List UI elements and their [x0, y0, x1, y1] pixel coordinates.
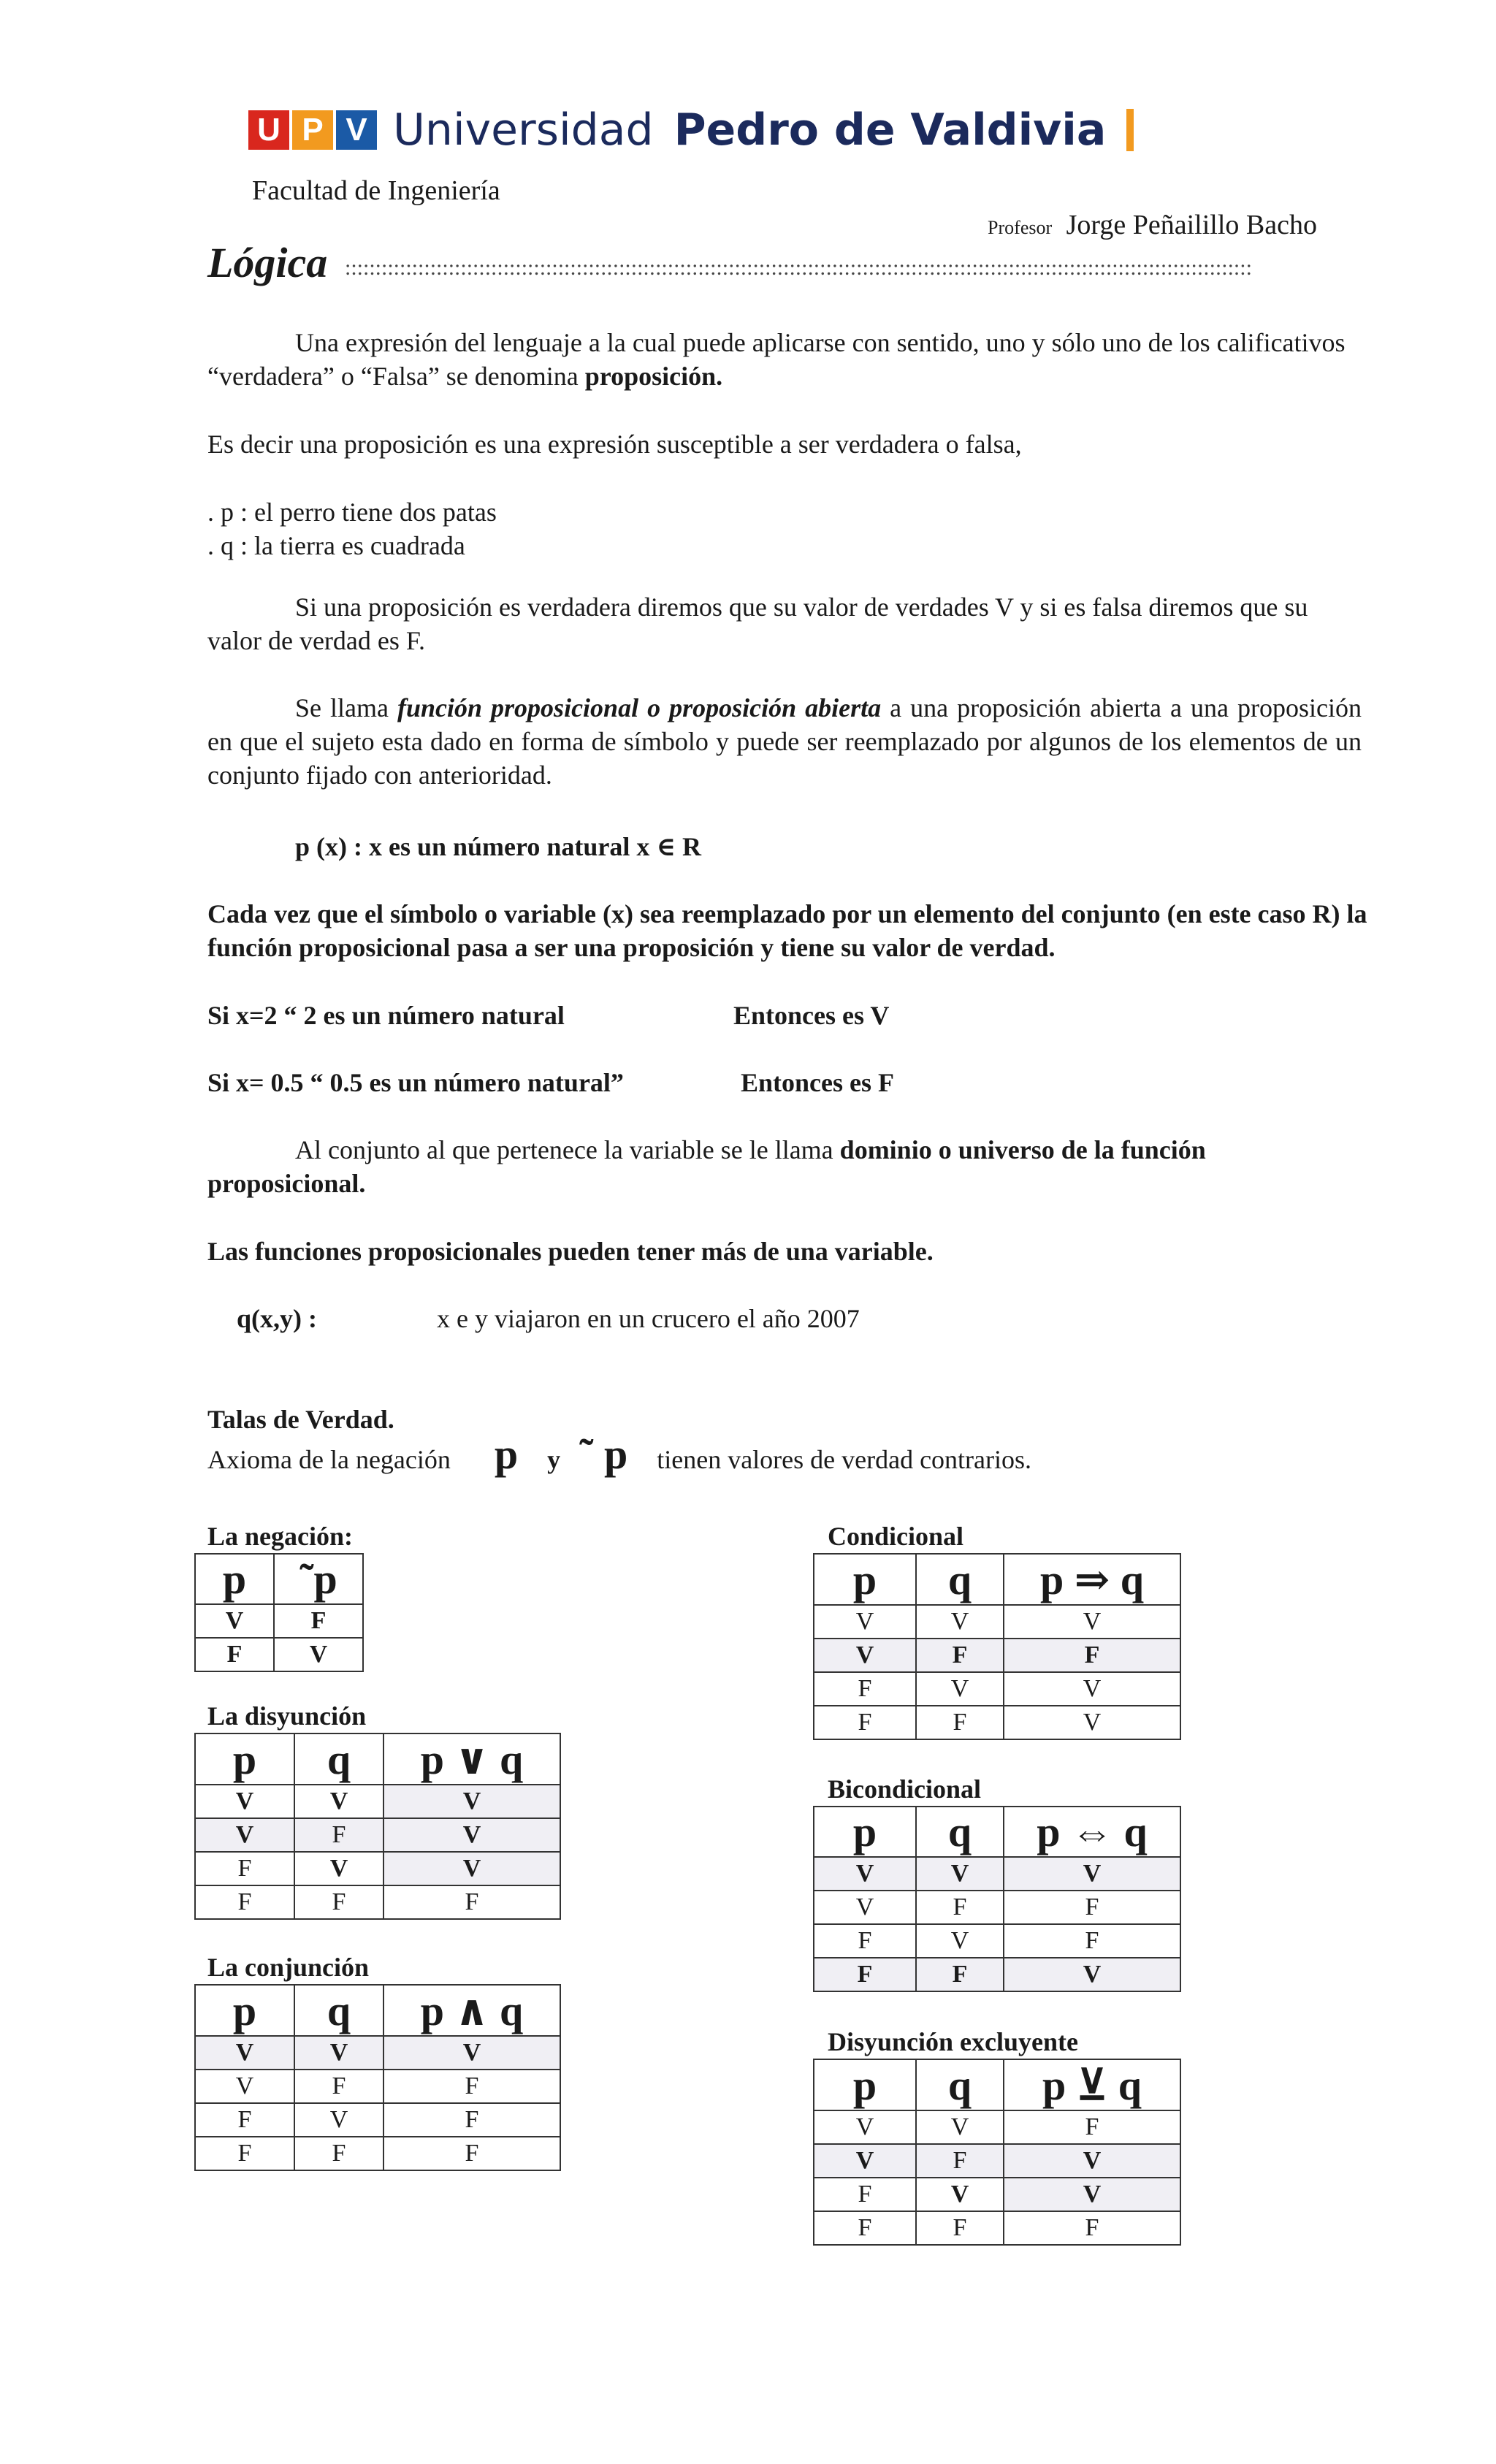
table-cell: F [916, 1706, 1004, 1739]
table-cell: F [294, 2137, 383, 2170]
conditional-table [813, 1553, 1181, 1740]
table-cell: F [814, 1706, 916, 1739]
table-row [814, 1891, 1180, 1924]
table-cell: V [383, 2036, 560, 2070]
table-cell: F [383, 2070, 560, 2103]
table-cell: F [294, 1885, 383, 1919]
logo-box-v: V [336, 110, 377, 150]
table-cell: V [383, 1785, 560, 1818]
table-cell: V [195, 1818, 294, 1852]
table-row [195, 1852, 560, 1885]
table-row [195, 2036, 560, 2070]
table-row [195, 1785, 560, 1818]
axiom-label: Axioma de la negación [207, 1445, 451, 1474]
biconditional-table [813, 1806, 1181, 1992]
table-cell: F [195, 2103, 294, 2137]
negation-title: La negación: [207, 1522, 354, 1551]
table-row [814, 1672, 1180, 1706]
axiom-text: tienen valores de verdad contrarios. [657, 1445, 1032, 1474]
table-cell: V [294, 1785, 383, 1818]
table-row [814, 2144, 1180, 2178]
logo-bar [1126, 109, 1134, 151]
logo-box-u: U [248, 110, 289, 150]
table-cell: V [274, 1638, 363, 1671]
table-row [195, 2070, 560, 2103]
table-cell: F [814, 1958, 916, 1991]
table-cell: F [195, 1638, 274, 1671]
table-cell: F [294, 1818, 383, 1852]
table-cell: F [1004, 1924, 1180, 1958]
table-cell: V [916, 1672, 1004, 1706]
header-cell: p [195, 1554, 274, 1604]
table-cell: V [916, 1857, 1004, 1891]
table-cell: F [814, 1672, 916, 1706]
axiom-p: p [494, 1430, 519, 1478]
table-cell: V [916, 1605, 1004, 1639]
header-cell: q [294, 1733, 383, 1785]
conjunction-table [194, 1984, 561, 2171]
table-row [195, 2137, 560, 2170]
header-cell: q [916, 1807, 1004, 1857]
table-row [814, 2178, 1180, 2211]
header-cell: p ∨ q [383, 1733, 560, 1785]
header-cell: q [916, 1554, 1004, 1605]
paragraph-multiple-variables: Las funciones proposicionales pueden tener más de una variable. [207, 1237, 934, 1266]
table-cell: V [814, 2144, 916, 2178]
table-cell: V [814, 1857, 916, 1891]
header-cell: ˜p [274, 1554, 363, 1604]
axiom-not-p: ˜ p [579, 1430, 628, 1478]
paragraph-propositional-function: Se llama función proposicional o proposición abierta a una proposición abierta a una proposición en que el sujeto esta dado en forma de símbolo y puede ser reemplazado por algunos de los elementos de un conjunto fijado con anterioridad. [207, 693, 1362, 790]
faculty-name: Facultad de Ingeniería [252, 175, 500, 206]
example-x05-result: Entonces es F [741, 1068, 894, 1097]
exclusive-disjunction-table [813, 2059, 1181, 2246]
table-cell: F [195, 1885, 294, 1919]
table-row [195, 1638, 363, 1671]
example-p: . p : el perro tiene dos patas [207, 497, 497, 527]
example-x2: Si x=2 “ 2 es un número natural [207, 1001, 565, 1030]
table-cell: F [814, 2211, 916, 2245]
table-cell: V [294, 1852, 383, 1885]
header-cell: p ⇒ q [1004, 1554, 1180, 1605]
university-name-bold: Pedro de Valdivia [673, 104, 1107, 156]
header-cell: p ⇔ q [1004, 1807, 1180, 1857]
exclusive-disjunction-title: Disyunción excluyente [828, 2027, 1079, 2056]
professor-line [988, 209, 1317, 241]
table-row [814, 1857, 1180, 1891]
table-cell: V [814, 1605, 916, 1639]
table-row [814, 1639, 1180, 1672]
professor-name: Jorge Peñailillo Bacho [1066, 210, 1317, 240]
table-cell: V [1004, 1706, 1180, 1739]
table-cell: F [916, 1891, 1004, 1924]
table-row [195, 1818, 560, 1852]
table-row [814, 1958, 1180, 1991]
table-cell: F [916, 2144, 1004, 2178]
table-cell: F [1004, 2110, 1180, 2144]
example-q: . q : la tierra es cuadrada [207, 531, 465, 560]
table-cell: V [195, 2036, 294, 2070]
header-cell: p ∧ q [383, 1985, 560, 2036]
table-cell: V [294, 2103, 383, 2137]
header-cell: p [814, 1554, 916, 1605]
table-header-row [814, 1554, 1180, 1605]
table-cell: F [383, 1885, 560, 1919]
university-name-light: Universidad [393, 104, 654, 156]
table-header-row [814, 1807, 1180, 1857]
truth-tables-heading: Talas de Verdad. [207, 1405, 394, 1434]
page-title: Lógica [207, 239, 328, 286]
table-row [195, 2103, 560, 2137]
table-cell: V [1004, 2144, 1180, 2178]
table-cell: V [1004, 1672, 1180, 1706]
axiom-y: y [547, 1445, 561, 1474]
table-row [195, 1885, 560, 1919]
biconditional-title: Bicondicional [828, 1774, 982, 1804]
table-cell: F [1004, 2211, 1180, 2245]
table-cell: F [195, 1852, 294, 1885]
table-cell: V [195, 1785, 294, 1818]
header-cell: p [195, 1985, 294, 2036]
example-x2-result: Entonces es V [733, 1001, 890, 1030]
table-cell: V [383, 1818, 560, 1852]
table-cell: F [916, 1958, 1004, 1991]
conditional-title: Condicional [828, 1522, 964, 1551]
table-cell: F [274, 1604, 363, 1638]
table-cell: V [1004, 2178, 1180, 2211]
table-header-row [814, 2059, 1180, 2110]
paragraph-definition: Es decir una proposición es una expresión susceptible a ser verdadera o falsa, [207, 430, 1022, 459]
table-cell: V [814, 2110, 916, 2144]
table-cell: V [294, 2036, 383, 2070]
title-dots: ::::::::::::::::::::::::::::::::::::::::::::::::::::::::::::::::::::::::::::::::::::::::::::::::::::::::::::::::::::::::::::::::::::::::::::::::::::: [345, 256, 1252, 280]
disjunction-title: La disyunción [207, 1701, 367, 1731]
table-cell: F [916, 1639, 1004, 1672]
conjunction-title: La conjunción [207, 1953, 370, 1982]
paragraph-proposition: Una expresión del lenguaje a la cual puede aplicarse con sentido, uno y sólo uno de los calificativos “verdadera” o “Falsa” se denomina proposición. [207, 328, 1346, 391]
table-row [195, 1604, 363, 1638]
negation-table [194, 1553, 364, 1672]
table-cell: V [814, 1639, 916, 1672]
university-logo [248, 104, 1134, 156]
table-cell: V [916, 1924, 1004, 1958]
example-function: p (x) : x es un número natural x ∈ R [295, 832, 702, 861]
logo-box-p: P [292, 110, 333, 150]
table-cell: V [814, 1891, 916, 1924]
table-cell: F [294, 2070, 383, 2103]
table-cell: F [814, 1924, 916, 1958]
header-cell: q [294, 1985, 383, 2036]
table-cell: V [195, 2070, 294, 2103]
table-row [814, 1605, 1180, 1639]
paragraph-domain: Al conjunto al que pertenece la variable se le llama dominio o universo de la función proposicional. [207, 1135, 1206, 1198]
table-cell: F [383, 2137, 560, 2170]
table-cell: F [383, 2103, 560, 2137]
table-cell: V [195, 1604, 274, 1638]
table-header-row [195, 1733, 560, 1785]
header-cell: p [195, 1733, 294, 1785]
header-cell: q [916, 2059, 1004, 2110]
table-header-row [195, 1554, 363, 1604]
table-row [814, 2211, 1180, 2245]
axiom-negation [207, 1430, 1032, 1478]
paragraph-truth-value: Si una proposición es verdadera diremos que su valor de verdades V y si es falsa diremos que su valor de verdad es F. [207, 592, 1308, 655]
example-two-var-text: x e y viajaron en un crucero el año 2007 [437, 1304, 860, 1333]
table-cell: F [1004, 1891, 1180, 1924]
table-cell: V [383, 1852, 560, 1885]
table-cell: V [1004, 1958, 1180, 1991]
table-cell: F [1004, 1639, 1180, 1672]
table-cell: V [916, 2110, 1004, 2144]
professor-label: Profesor [988, 217, 1053, 238]
table-cell: F [814, 2178, 916, 2211]
table-header-row [195, 1985, 560, 2036]
disjunction-table [194, 1733, 561, 1920]
header-cell: p [814, 1807, 916, 1857]
paragraph-variable-replaced: Cada vez que el símbolo o variable (x) sea reemplazado por un elemento del conjunto (en este caso R) la función proposicional pasa a ser una proposición y tiene su valor de verdad. [207, 899, 1367, 962]
example-two-var-label: q(x,y) : [237, 1304, 317, 1333]
header-cell: p [814, 2059, 916, 2110]
table-row [814, 2110, 1180, 2144]
table-cell: V [1004, 1605, 1180, 1639]
header-cell: p ⊻ q [1004, 2059, 1180, 2110]
example-x05: Si x= 0.5 “ 0.5 es un número natural” [207, 1068, 624, 1097]
table-cell: F [195, 2137, 294, 2170]
table-row [814, 1924, 1180, 1958]
table-cell: V [916, 2178, 1004, 2211]
table-cell: V [1004, 1857, 1180, 1891]
table-row [814, 1706, 1180, 1739]
table-cell: F [916, 2211, 1004, 2245]
